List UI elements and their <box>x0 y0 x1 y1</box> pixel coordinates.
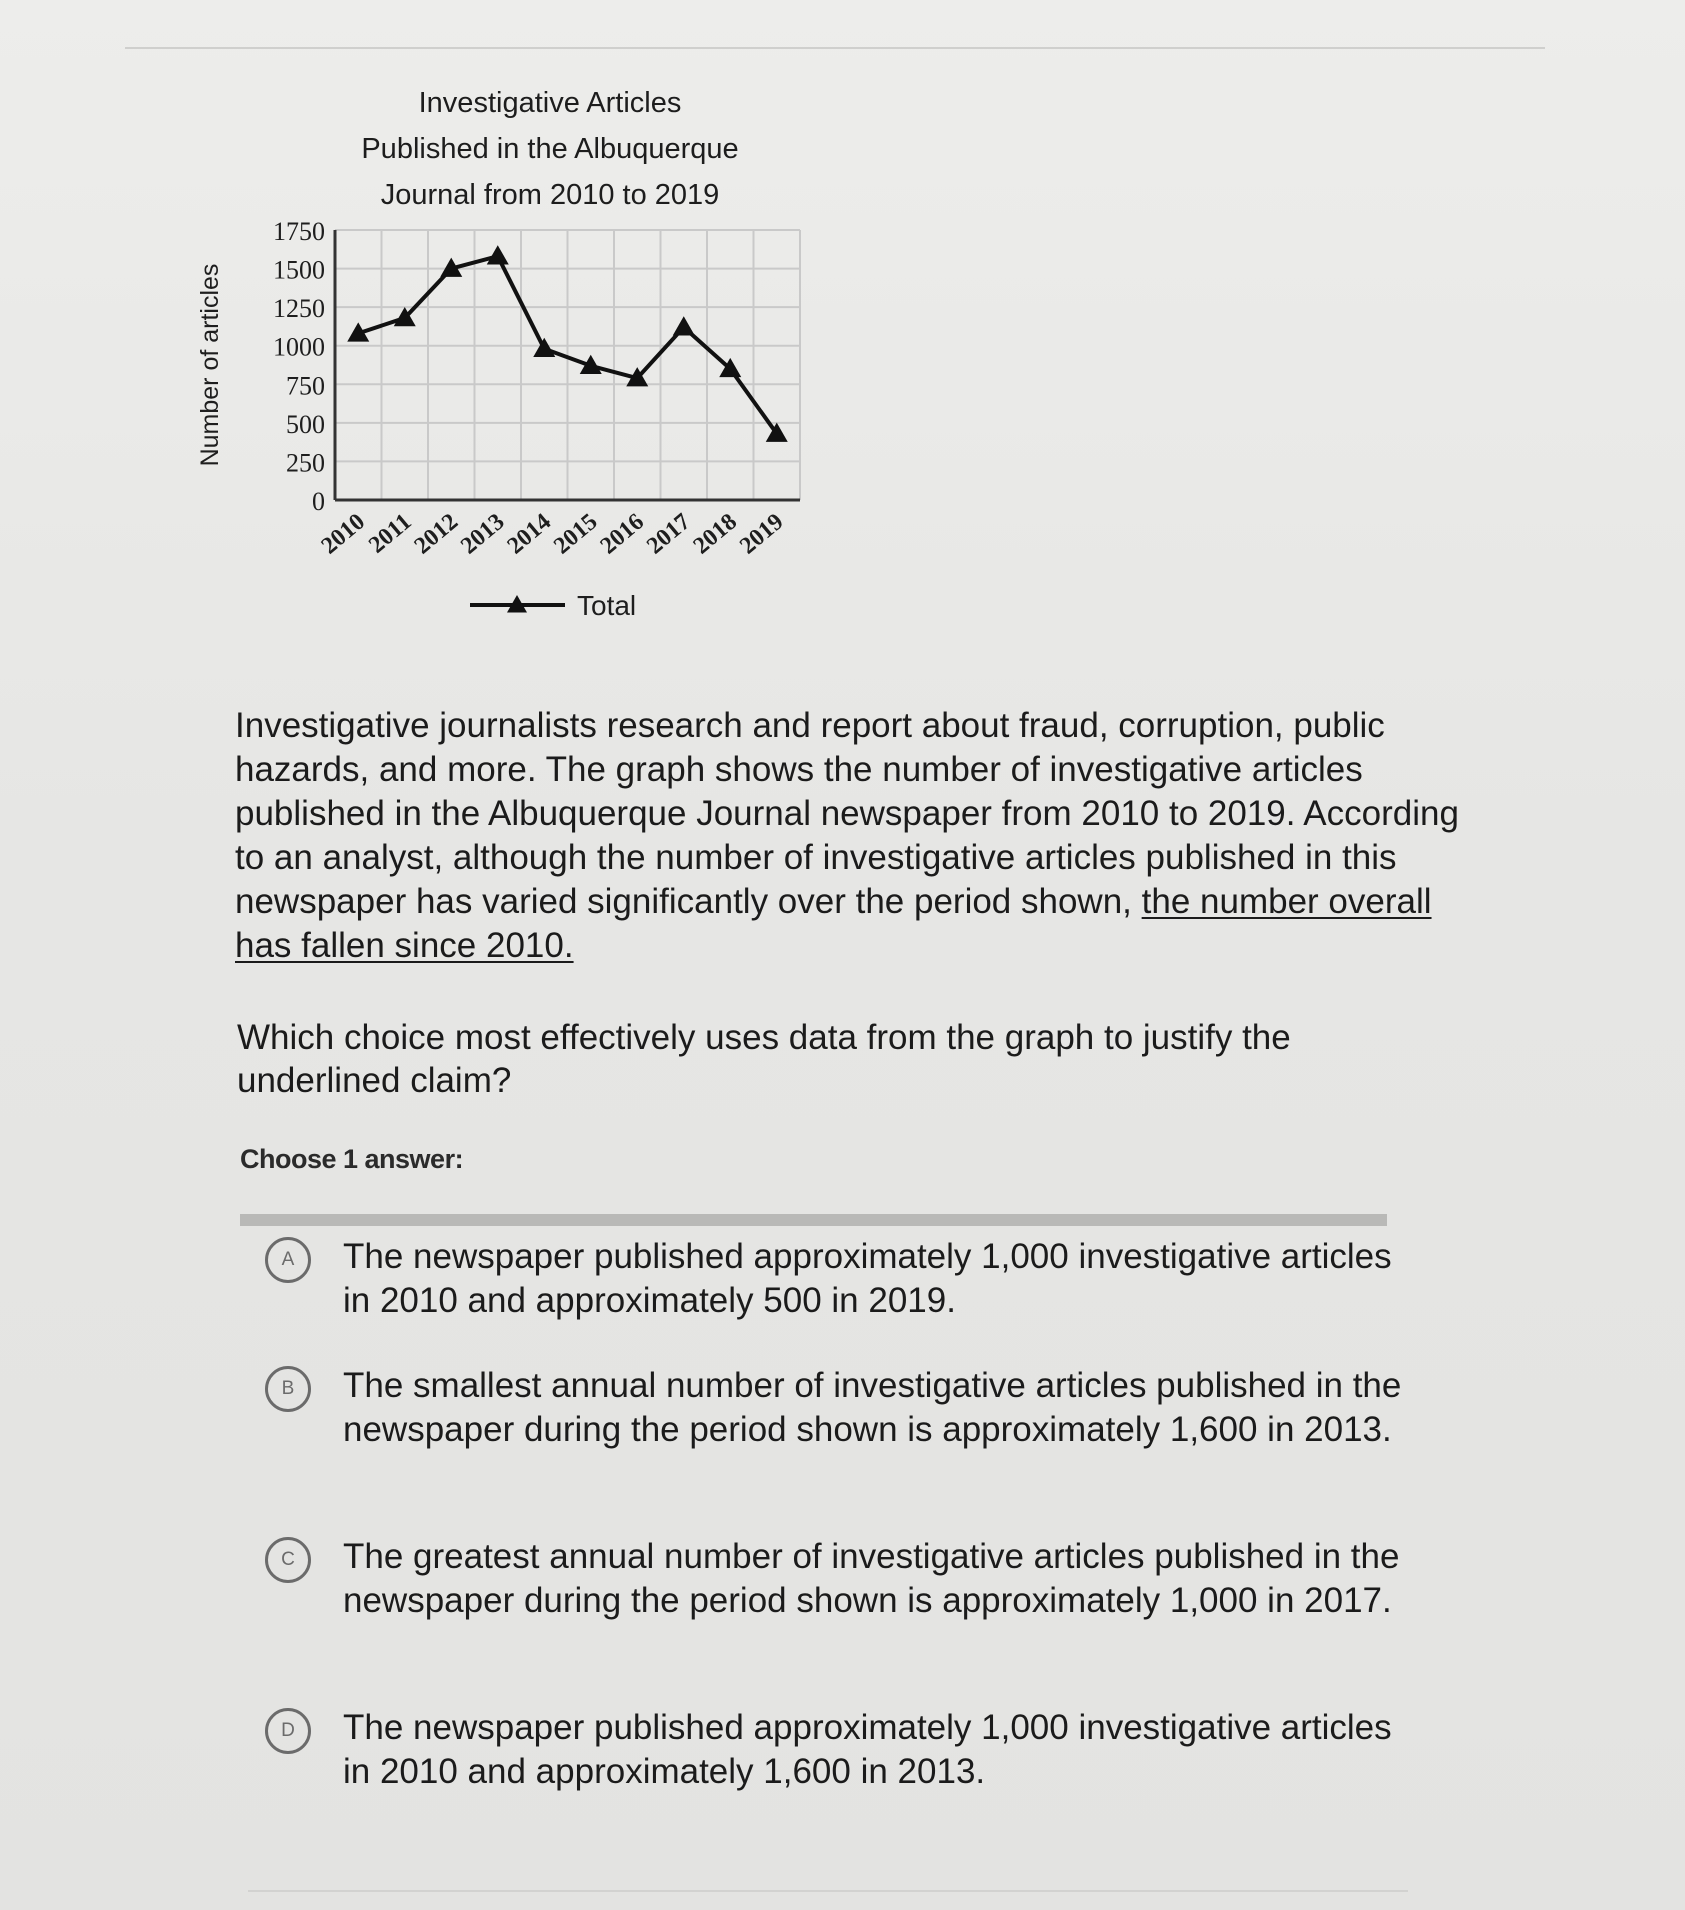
chart-title-line-1: Investigative Articles <box>418 87 682 119</box>
y-tick-label: 1500 <box>273 255 325 285</box>
choice-b-text: The smallest annual number of investigative articles published in the newspaper during the period shown is approximately 1,600 in 2013. <box>343 1366 1402 1449</box>
underlined-claim: the number overall has fallen since 2010. <box>235 882 1432 965</box>
choice-d-text: The newspaper published approximately 1,000 investigative articles in 2010 and approximately 1,600 in 2013. <box>343 1708 1392 1791</box>
legend-label: Total <box>577 590 637 621</box>
x-tick-label: 2016 <box>595 508 650 560</box>
passage <box>235 704 1465 968</box>
passage-text: Investigative journalists research and report about fraud, corruption, public hazards, and more. The graph shows the number of investigative articles published in the Albuquerque Journal newspaper from 2010 to 2019. According to an analyst, although the number of investigative articles published in this newspaper has varied significantly over the period shown, <box>235 706 1459 921</box>
choice-c-radio[interactable]: C <box>265 1537 311 1583</box>
data-point-marker <box>673 316 695 335</box>
line-chart <box>180 70 820 650</box>
chart-title-line-3: Journal from 2010 to 2019 <box>380 179 720 211</box>
choice-b-radio[interactable]: B <box>265 1366 311 1412</box>
x-tick-label: 2012 <box>409 508 464 560</box>
x-tick-label: 2017 <box>642 508 696 560</box>
chart-svg <box>180 70 820 650</box>
y-tick-label: 1250 <box>273 294 325 324</box>
x-tick-label: 2019 <box>735 508 789 560</box>
x-tick-label: 2010 <box>316 508 371 560</box>
x-tick-label: 2015 <box>549 508 603 560</box>
answers-divider <box>240 1214 1387 1226</box>
top-divider <box>125 47 1545 49</box>
data-point-marker <box>487 245 509 264</box>
x-tick-label: 2018 <box>688 508 743 560</box>
y-tick-label: 250 <box>286 448 325 478</box>
choice-d-radio[interactable]: D <box>265 1708 311 1754</box>
choice-a-text: The newspaper published approximately 1,000 investigative articles in 2010 and approximately 500 in 2019. <box>343 1237 1392 1320</box>
y-tick-label: 1000 <box>273 332 325 362</box>
chart-title-line-2: Published in the Albuquerque <box>361 133 739 165</box>
y-tick-label: 500 <box>286 409 325 439</box>
y-tick-label: 750 <box>286 371 325 401</box>
choose-instruction: Choose 1 answer: <box>240 1144 464 1174</box>
choice-a-radio[interactable]: A <box>265 1237 311 1283</box>
bottom-divider <box>248 1890 1408 1892</box>
data-point-marker <box>533 338 555 357</box>
x-tick-label: 2014 <box>502 508 557 560</box>
x-tick-label: 2013 <box>456 508 510 560</box>
question-prompt: Which choice most effectively uses data from the graph to justify the underlined claim? <box>237 1018 1291 1100</box>
y-axis-title: Number of articles <box>196 263 224 467</box>
y-tick-label: 1750 <box>273 217 325 246</box>
x-tick-label: 2011 <box>364 508 417 559</box>
choice-c-text: The greatest annual number of investigative articles published in the newspaper during the period shown is approximately 1,000 in 2017. <box>343 1537 1400 1620</box>
y-tick-label: 0 <box>312 487 325 516</box>
